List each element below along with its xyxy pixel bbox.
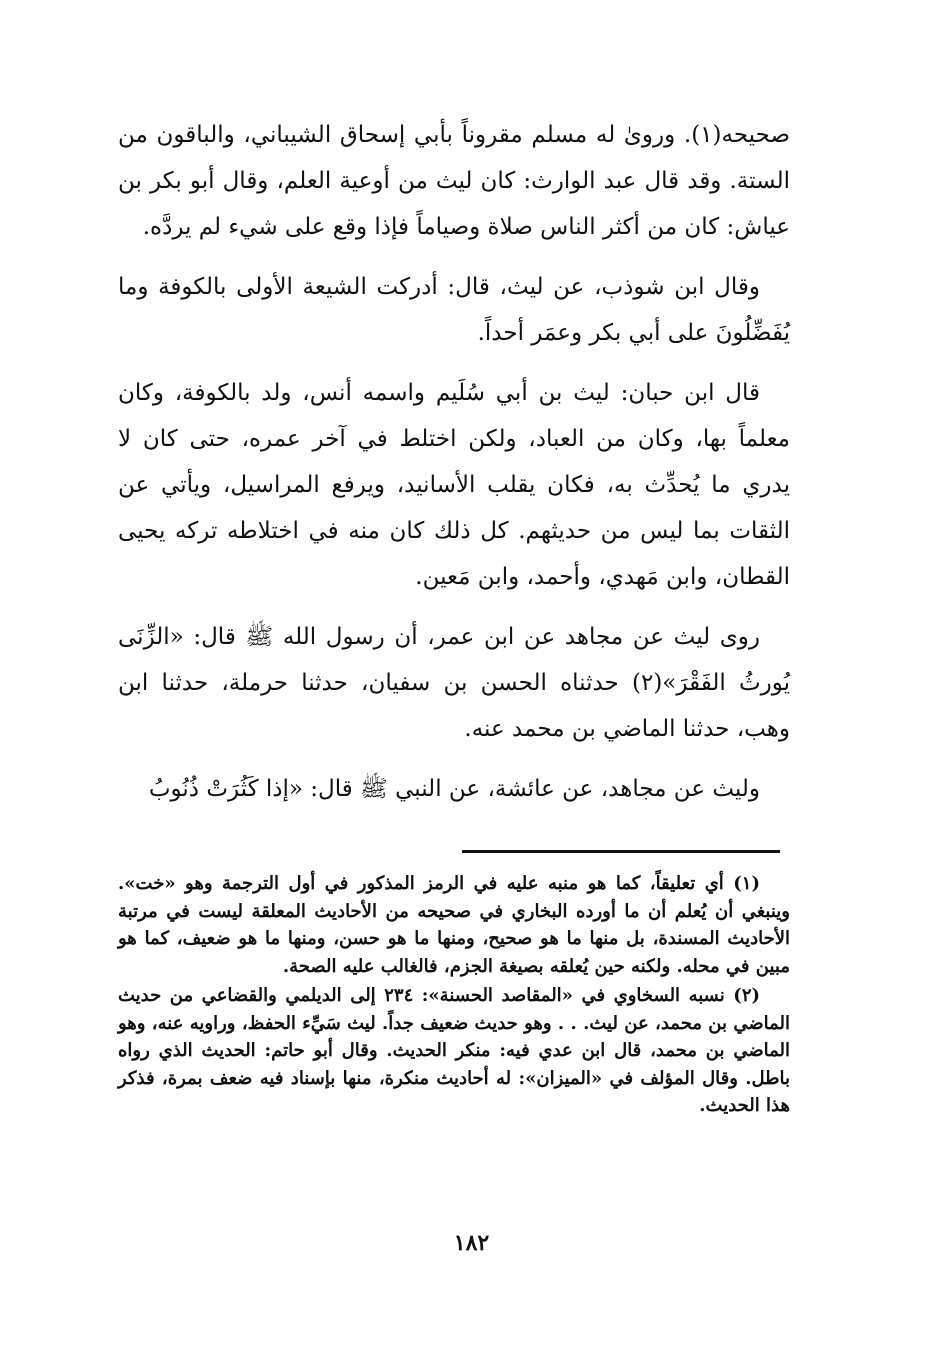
footnote-1: (١) أي تعليقاً، كما هو منبه عليه في الرمز المذكور في أول الترجمة وهو «خت». وينبغي أن يُعلم أن ما أورده البخاري في صحيحه من الأحاديث المعلقة ليست في مرتبة الأحاديث المسندة، بل منها ما هو صحيح، ومنها ما هو حسن، ومنها ما هو ضعيف، كما هو مبين في محله. ولكنه حين يُعلقه بصيغة الجزم، فالغالب عليه الصحة.	[118, 873, 790, 977]
footnote-2: (٢) نسبه السخاوي في «المقاصد الحسنة»: ٢٣٤ إلى الديلمي والقضاعي من حديث الماضي بن محمد، عن ليث. . . وهو حديث ضعيف جداً. ليث سَيِّء الحفظ، وراويه عنه، وهو الماضي بن محمد، قال ابن عدي فيه: منكر الحديث. وقال أبو حاتم: الحديث الذي رواه باطل. وقال المؤلف في «الميزان»: له أحاديث منكرة، منها بإسناد فيه ضعف بمرة، فذكر هذا الحديث.	[118, 985, 790, 1116]
paragraph-2: وقال ابن شوذب، عن ليث، قال: أدركت الشيعة الأولى بالكوفة وما يُفَضِّلُونَ على أبي بكر وعمَر أحداً.	[118, 274, 790, 346]
footnotes	[118, 870, 790, 1122]
paragraph-3: قال ابن حبان: ليث بن أبي سُلَيم واسمه أنس، ولد بالكوفة، وكان معلماً بها، وكان من العباد، ولكن اختلط في آخر عمره، حتى كان لا يدري ما يُحدِّث به، فكان يقلب الأسانيد، ويرفع المراسيل، ويأتي عن الثقات بما ليس من حديثهم. كل ذلك كان منه في اختلاطه تركه يحيى القطان، وابن مَهدي، وأحمد، وابن مَعين.	[118, 380, 790, 590]
page-number: ١٨٢	[453, 1230, 490, 1256]
main-text	[118, 112, 790, 826]
footnote-divider	[462, 850, 780, 853]
paragraph-1: صحيحه(١). وروىٰ له مسلم مقروناً بأبي إسحاق الشيباني، والباقون من الستة. وقد قال عبد الوارث: كان ليث من أوعية العلم، وقال أبو بكر بن عياش: كان من أكثر الناس صلاة وصياماً فإذا وقع على شيء لم يردَّه.	[118, 122, 790, 240]
paragraph-5: وليث عن مجاهد، عن عائشة، عن النبي ﷺ قال: «إذا كَثُرَتْ ذُنُوبُ	[148, 776, 760, 802]
paragraph-4: روى ليث عن مجاهد عن ابن عمر، أن رسول الله ﷺ قال: «الزِّنَى يُورثُ الفَقْرَ»(٢) حدثناه الحسن بن سفيان، حدثنا حرملة، حدثنا ابن وهب، حدثنا الماضي بن محمد عنه.	[118, 624, 790, 742]
